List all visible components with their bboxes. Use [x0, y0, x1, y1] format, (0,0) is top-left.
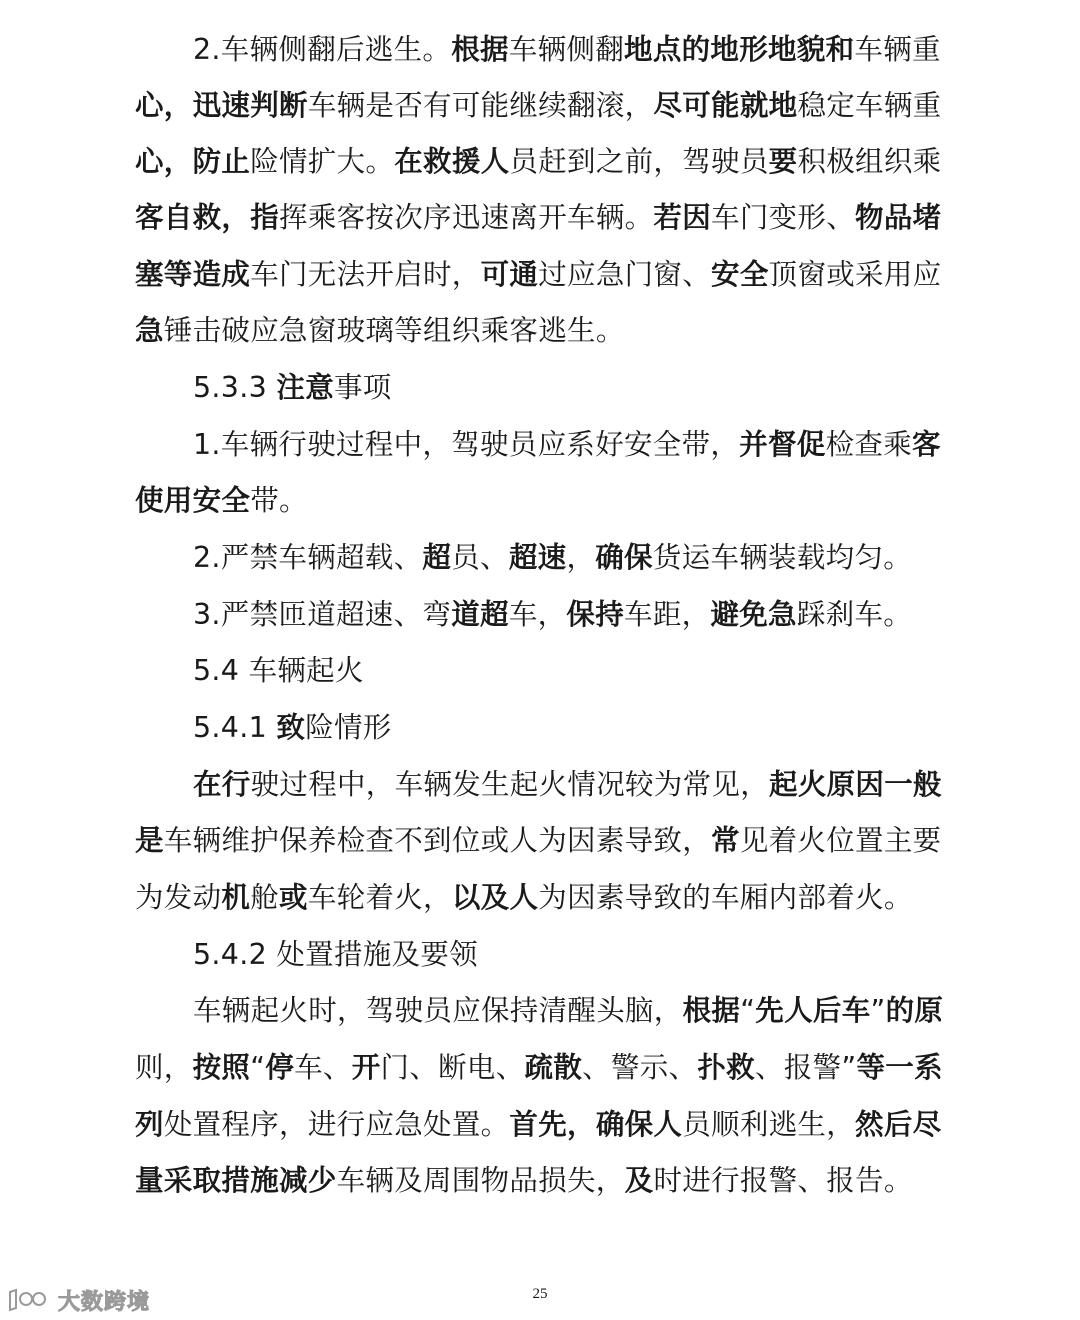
bold-text-run: 物品堵: [855, 201, 942, 234]
text-run: 舱: [250, 881, 280, 914]
bold-text-run: 的原: [885, 994, 944, 1027]
text-run: 5.4 车辆起火: [193, 654, 364, 687]
bold-text-run: 客自救，指: [135, 201, 280, 234]
bold-text-run: 并督促: [739, 428, 826, 461]
bold-text-run: 先人后车: [755, 994, 871, 1027]
text-line: [0, 142, 1080, 182]
text-run: 为因素导致的车厢内部着火。: [538, 881, 913, 914]
text-run: 险情扩大。: [250, 145, 395, 178]
text-line: [0, 878, 1080, 918]
bold-text-run: 致: [276, 711, 306, 744]
text-run: 5.3.3: [193, 371, 277, 404]
text-run: 员顺利逃生，: [682, 1108, 856, 1141]
text-line: [0, 198, 1080, 238]
text-run: 员、: [451, 541, 509, 574]
text-run: 踩刹车。: [796, 598, 913, 631]
text-run: 处置程序，进行应急处置。: [163, 1108, 510, 1141]
text-line: [0, 425, 1080, 465]
text-run: 车、: [294, 1051, 352, 1084]
bold-text-run: 常: [711, 824, 740, 857]
text-run: 则，: [135, 1051, 193, 1084]
text-run: 、报警”: [754, 1051, 857, 1084]
bold-text-run: 道超: [451, 598, 509, 631]
text-run: 3.严禁匝道超速、弯: [193, 598, 452, 631]
page-number: 25: [532, 1286, 548, 1302]
text-run: 车门变形、: [711, 201, 856, 234]
text-run: 挥乘客按次序迅速离开车辆。: [279, 201, 654, 234]
text-run: 门、断电、: [380, 1051, 525, 1084]
text-run: 时进行报警、报告。: [653, 1164, 913, 1197]
text-run: 车辆起火时，驾驶员应保持清醒头脑，: [193, 994, 683, 1027]
text-run: 5.4.1: [193, 711, 277, 744]
bold-text-run: 在救援人: [394, 145, 510, 178]
text-run: ，: [566, 541, 596, 574]
watermark: [6, 1284, 150, 1316]
text-run: 2.车辆侧翻后逃生。: [193, 33, 452, 66]
text-line: [0, 991, 1080, 1031]
bold-text-run: 首先，确保人: [509, 1108, 683, 1141]
bold-text-run: 疏散: [524, 1051, 583, 1084]
text-run: 过应急门窗、: [538, 258, 712, 291]
text-run: 车距，: [624, 598, 711, 631]
bold-text-run: 在行: [193, 768, 251, 801]
text-run: 车辆侧翻: [508, 33, 625, 66]
text-run: 车辆及周围物品损失，: [336, 1164, 625, 1197]
text-run: 检查乘: [825, 428, 913, 461]
bold-text-run: 机: [221, 881, 251, 914]
bold-text-run: 确保: [595, 541, 653, 574]
text-run: 车轮着火，: [307, 881, 452, 914]
watermark-text: 大数跨境: [58, 1289, 151, 1315]
bold-text-run: 然后尽: [855, 1108, 942, 1141]
bold-text-run: 以及人: [451, 881, 539, 914]
text-line: [0, 538, 1080, 578]
bold-text-run: 保持: [566, 598, 625, 631]
bold-text-run: 要: [768, 145, 798, 178]
text-run: 为发动: [135, 881, 222, 914]
bold-text-run: 客: [912, 428, 941, 461]
text-line: [0, 935, 1080, 975]
bold-text-run: 使用安全: [135, 484, 251, 517]
text-line: [0, 595, 1080, 635]
bold-text-run: 按照: [192, 1051, 251, 1084]
bold-text-run: 等一系: [856, 1051, 943, 1084]
bold-text-run: 可通: [480, 258, 539, 291]
bold-text-run: 是: [135, 824, 164, 857]
bold-text-run: 尽可能就地: [653, 89, 798, 122]
watermark-logo-icon: [6, 1286, 52, 1314]
bold-text-run: 超: [422, 541, 452, 574]
text-line: [0, 1048, 1080, 1088]
text-line: [0, 1105, 1080, 1145]
bold-text-run: 安全: [711, 258, 769, 291]
bold-text-run: 超速: [508, 541, 567, 574]
bold-text-run: 列: [135, 1108, 164, 1141]
text-line: [0, 481, 1080, 521]
text-run: 1.车辆行驶过程中，驾驶员应系好安全带，: [193, 428, 740, 461]
text-run: 5.4.2 处置措施及要领: [193, 938, 478, 971]
bold-text-run: 或: [279, 881, 308, 914]
text-run: 2.严禁车辆超载、: [193, 541, 423, 574]
text-run: 事项: [334, 371, 392, 404]
bold-text-run: 根据: [682, 994, 741, 1027]
bold-text-run: 起火原因一般: [769, 768, 942, 801]
text-run: 车辆维护保养检查不到位或人为因素导致，: [163, 824, 712, 857]
text-run: 货运车辆装载均匀。: [652, 541, 913, 574]
text-run: 车，: [508, 598, 567, 631]
text-run: 带。: [250, 484, 308, 517]
text-run: “: [250, 1051, 266, 1084]
bold-text-run: 塞等造成: [135, 258, 251, 291]
bold-text-run: 地点的地形地貌和: [624, 33, 855, 66]
bold-text-run: 急: [135, 314, 164, 347]
text-run: 驶过程中，车辆发生起火情况较为常见，: [250, 768, 770, 801]
bold-text-run: 开: [351, 1051, 381, 1084]
text-run: 险情形: [305, 711, 392, 744]
text-line: [0, 311, 1080, 351]
text-run: 顶窗或采用应: [768, 258, 942, 291]
text-run: 员赶到之前，驾驶员: [509, 145, 769, 178]
bold-text-run: 心，防止: [135, 145, 251, 178]
text-line: [0, 1161, 1080, 1201]
bold-text-run: 根据: [451, 33, 509, 66]
text-run: 锤击破应急窗玻璃等组织乘客逃生。: [163, 314, 625, 347]
text-run: 稳定车辆重: [797, 89, 942, 122]
bold-text-run: 避免急: [710, 598, 797, 631]
text-run: 车辆重: [854, 33, 941, 66]
text-line: [0, 821, 1080, 861]
text-run: 车门无法开启时，: [250, 258, 481, 291]
text-line: [0, 765, 1080, 805]
text-line: [0, 30, 1080, 70]
text-line: [0, 651, 1080, 691]
bold-text-run: 心，迅速判断: [135, 89, 308, 122]
text-line: [0, 368, 1080, 408]
text-line: [0, 86, 1080, 126]
bold-text-run: 量采取措施减少: [135, 1164, 337, 1197]
text-run: 见着火位置主要: [739, 824, 942, 857]
text-run: 车辆是否有可能继续翻滚，: [307, 89, 654, 122]
text-line: [0, 708, 1080, 748]
bold-text-run: 注意: [276, 371, 334, 404]
text-run: ”: [870, 994, 886, 1027]
bold-text-run: 及: [624, 1164, 654, 1197]
bold-text-run: 停: [265, 1051, 295, 1084]
bold-text-run: 若因: [653, 201, 712, 234]
bold-text-run: 扑救: [697, 1051, 755, 1084]
text-run: 积极组织乘: [797, 145, 942, 178]
text-line: [0, 255, 1080, 295]
text-run: “: [740, 994, 756, 1027]
text-run: 、警示、: [582, 1051, 698, 1084]
